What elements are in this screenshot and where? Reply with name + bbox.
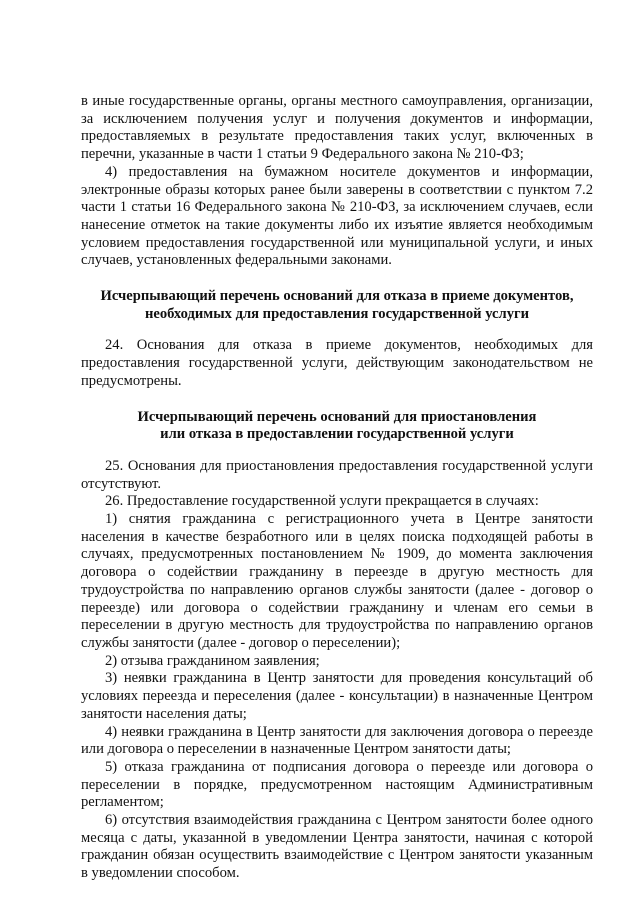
paragraph-26-item-2: 2) отзыва гражданином заявления;: [105, 652, 320, 669]
heading-line: необходимых для предоставления государственной услуги: [144, 305, 530, 322]
paragraph-continuation: в иные государственные органы, органы местного самоуправления, организации, за исключением получения услуг и получения документов и информации, предоставляемых в результате предоставления таких услуг, включенных в перечни, указанные в части 1 статьи 9 Федерального закона № 210-ФЗ;: [81, 93, 593, 163]
section-heading-refusal-documents: [81, 288, 593, 323]
paragraph-25: 25. Основания для приостановления предоставления государственной услуги отсутствуют.: [81, 457, 593, 492]
heading-line: Исчерпывающий перечень оснований для приостановления: [137, 408, 537, 425]
section-heading-suspension: [81, 409, 593, 444]
paragraph-26-item-3: 3) неявки гражданина в Центр занятости для проведения консультаций об условиях переезда и переселения (далее - консультации) в назначенные Центром занятости населения даты;: [81, 670, 593, 722]
paragraph-26-item-1: 1) снятия гражданина с регистрационного учета в Центре занятости населения в качестве безработного или в целях поиска подходящей работы в случаях, предусмотренных постановлением № 1909, до момента заключения договора о содействии гражданину в переезде в другую местность для трудоустройства по направлению органов службы занятости (далее - договор о переезде) или договора о содействии гражданину и членам его семьи в переселении в другую местность для трудоустройства по направлению органов службы занятости (далее - договор о переселении);: [81, 511, 593, 651]
heading-line: Исчерпывающий перечень оснований для отказа в приеме документов,: [100, 288, 574, 305]
heading-line: или отказа в предоставлении государственной услуги: [160, 426, 514, 443]
paragraph-26-item-6: 6) отсутствия взаимодействия гражданина с Центром занятости более одного месяца с даты, указанной в уведомлении Центра занятости, начиная с которой гражданин обязан осуществить взаимодействие с Центром занятости указанным в уведомлении способом.: [81, 812, 593, 882]
paragraph-item-4: 4) предоставления на бумажном носителе документов и информации, электронные образы которых ранее были заверены в соответствии с пунктом 7.2 части 1 статьи 16 Федерального закона № 210-ФЗ, за исключением случаев, если нанесение отметок на такие документы либо их изъятие является необходимым условием предоставления государственной или муниципальной услуги, и иных случаев, установленных федеральными законами.: [81, 163, 593, 269]
paragraph-24: 24. Основания для отказа в приеме документов, необходимых для предоставления государственной услуги, действующим законодательством не предусмотрены.: [81, 337, 593, 389]
paragraph-26-item-5: 5) отказа гражданина от подписания договора о переезде или договора о переселении в порядке, предусмотренном настоящим Административным регламентом;: [81, 758, 593, 811]
paragraph-26: 26. Предоставление государственной услуги прекращается в случаях:: [105, 493, 539, 510]
paragraph-26-item-4: 4) неявки гражданина в Центр занятости для заключения договора о переезде или договора о переселении в назначенные Центром занятости даты;: [81, 723, 593, 758]
